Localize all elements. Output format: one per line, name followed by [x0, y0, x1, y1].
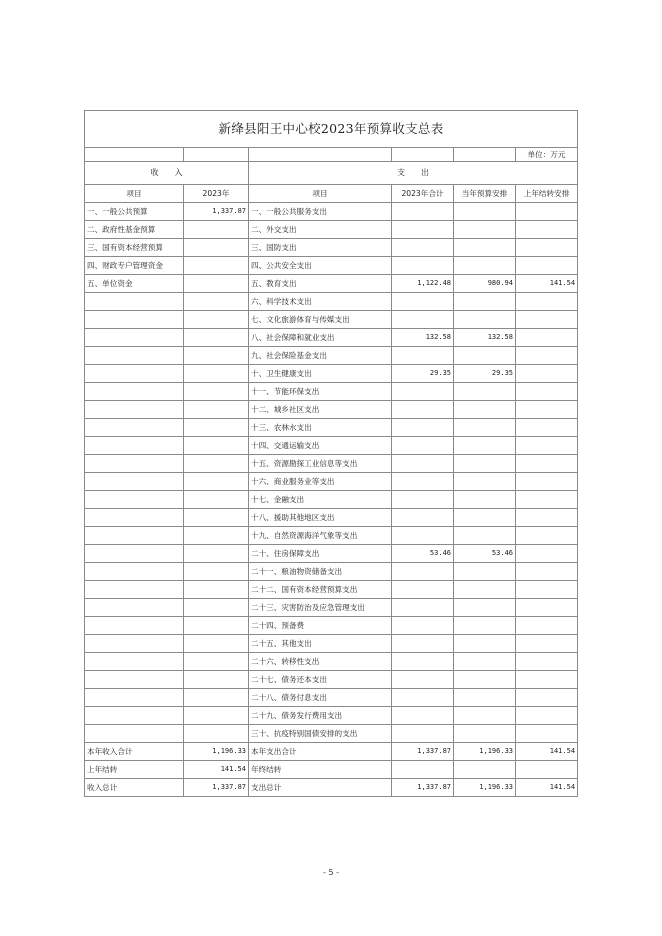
expense-item-cell: 年终结转	[249, 761, 392, 779]
col-header-income-item: 项目	[85, 185, 184, 203]
expense-item-cell: 十七、金融支出	[249, 491, 392, 509]
expense-item-cell: 二十七、债务还本支出	[249, 671, 392, 689]
current-year-cell: 1,196.33	[454, 743, 516, 761]
income-item-cell: 四、财政专户管理资金	[85, 257, 184, 275]
expense-item-cell: 十六、商业服务业等支出	[249, 473, 392, 491]
current-year-cell	[454, 689, 516, 707]
income-value-cell	[184, 419, 249, 437]
expense-total-cell	[392, 581, 454, 599]
expense-total-cell	[392, 221, 454, 239]
income-value-cell	[184, 401, 249, 419]
table-row	[85, 473, 578, 491]
table-row	[85, 437, 578, 455]
carryover-cell	[516, 329, 578, 347]
income-item-cell: 收入总计	[85, 779, 184, 797]
expense-item-cell: 三十、抗疫特别国债安排的支出	[249, 725, 392, 743]
carryover-cell	[516, 563, 578, 581]
carryover-cell	[516, 527, 578, 545]
carryover-cell	[516, 707, 578, 725]
income-item-cell: 五、单位资金	[85, 275, 184, 293]
current-year-cell	[454, 311, 516, 329]
income-value-cell	[184, 653, 249, 671]
income-item-cell: 一、一般公共预算	[85, 203, 184, 221]
income-item-cell	[85, 509, 184, 527]
income-value-cell	[184, 599, 249, 617]
carryover-cell	[516, 347, 578, 365]
income-value-cell	[184, 707, 249, 725]
expense-total-cell: 1,337.87	[392, 743, 454, 761]
current-year-cell	[454, 419, 516, 437]
table-row	[85, 257, 578, 275]
col-header-carryover: 上年结转安排	[516, 185, 578, 203]
income-value-cell	[184, 239, 249, 257]
current-year-cell	[454, 581, 516, 599]
table-row	[85, 725, 578, 743]
table-row	[85, 599, 578, 617]
expense-item-cell: 二十、住房保障支出	[249, 545, 392, 563]
income-value-cell	[184, 455, 249, 473]
income-section-header: 收 入	[85, 162, 249, 185]
expense-item-cell: 本年支出合计	[249, 743, 392, 761]
unit-spacer	[392, 148, 454, 162]
income-item-cell	[85, 689, 184, 707]
current-year-cell	[454, 491, 516, 509]
income-value-cell	[184, 329, 249, 347]
unit-spacer	[454, 148, 516, 162]
expense-item-cell: 十四、交通运输支出	[249, 437, 392, 455]
current-year-cell	[454, 383, 516, 401]
table-row	[85, 455, 578, 473]
expense-item-cell: 二十四、预备费	[249, 617, 392, 635]
expense-item-cell: 二十六、转移性支出	[249, 653, 392, 671]
current-year-cell: 1,196.33	[454, 779, 516, 797]
income-value-cell	[184, 257, 249, 275]
unit-spacer	[184, 148, 249, 162]
income-item-cell	[85, 473, 184, 491]
income-value-cell: 141.54	[184, 761, 249, 779]
income-item-cell	[85, 635, 184, 653]
current-year-cell: 29.35	[454, 365, 516, 383]
expense-total-cell	[392, 473, 454, 491]
current-year-cell	[454, 257, 516, 275]
carryover-cell	[516, 599, 578, 617]
expense-total-cell: 29.35	[392, 365, 454, 383]
current-year-cell	[454, 203, 516, 221]
income-item-cell	[85, 599, 184, 617]
expense-item-cell: 二十一、粮油物资储备支出	[249, 563, 392, 581]
income-item-cell: 二、政府性基金预算	[85, 221, 184, 239]
income-item-cell	[85, 311, 184, 329]
income-value-cell	[184, 689, 249, 707]
income-item-cell	[85, 293, 184, 311]
expense-item-cell: 二十八、债务付息支出	[249, 689, 392, 707]
carryover-cell	[516, 455, 578, 473]
table-row	[85, 275, 578, 293]
expense-item-cell: 十一、节能环保支出	[249, 383, 392, 401]
income-item-cell	[85, 437, 184, 455]
expense-total-cell: 1,122.48	[392, 275, 454, 293]
table-row	[85, 545, 578, 563]
table-row	[85, 239, 578, 257]
expense-total-cell	[392, 347, 454, 365]
table-row	[85, 761, 578, 779]
current-year-cell: 980.94	[454, 275, 516, 293]
income-value-cell	[184, 491, 249, 509]
expense-total-cell	[392, 401, 454, 419]
table-row	[85, 221, 578, 239]
carryover-cell	[516, 581, 578, 599]
expense-item-cell: 四、公共安全支出	[249, 257, 392, 275]
carryover-cell: 141.54	[516, 779, 578, 797]
income-item-cell: 上年结转	[85, 761, 184, 779]
expense-item-cell: 十二、城乡社区支出	[249, 401, 392, 419]
expense-total-cell	[392, 239, 454, 257]
expense-item-cell: 二十三、灾害防治及应急管理支出	[249, 599, 392, 617]
expense-item-cell: 十九、自然资源海洋气象等支出	[249, 527, 392, 545]
carryover-cell	[516, 221, 578, 239]
expense-total-cell	[392, 257, 454, 275]
carryover-cell	[516, 473, 578, 491]
expense-item-cell: 八、社会保障和就业支出	[249, 329, 392, 347]
current-year-cell: 53.46	[454, 545, 516, 563]
carryover-cell	[516, 293, 578, 311]
carryover-cell	[516, 257, 578, 275]
table-row	[85, 581, 578, 599]
expense-total-cell	[392, 509, 454, 527]
current-year-cell	[454, 401, 516, 419]
income-item-cell	[85, 365, 184, 383]
expense-total-cell: 1,337.87	[392, 779, 454, 797]
carryover-cell	[516, 401, 578, 419]
table-row	[85, 671, 578, 689]
expense-total-cell	[392, 383, 454, 401]
expense-item-cell: 三、国防支出	[249, 239, 392, 257]
income-value-cell	[184, 545, 249, 563]
income-item-cell	[85, 401, 184, 419]
col-header-income-2023: 2023年	[184, 185, 249, 203]
expense-total-cell	[392, 437, 454, 455]
current-year-cell	[454, 653, 516, 671]
expense-total-cell	[392, 617, 454, 635]
income-item-cell	[85, 725, 184, 743]
expense-total-cell: 132.58	[392, 329, 454, 347]
income-value-cell	[184, 221, 249, 239]
page-number: - 5 -	[323, 868, 339, 877]
income-item-cell	[85, 347, 184, 365]
expense-total-cell	[392, 203, 454, 221]
income-item-cell	[85, 581, 184, 599]
expense-total-cell	[392, 671, 454, 689]
carryover-cell	[516, 437, 578, 455]
table-row	[85, 707, 578, 725]
income-value-cell	[184, 725, 249, 743]
income-item-cell	[85, 671, 184, 689]
table-row	[85, 689, 578, 707]
current-year-cell	[454, 509, 516, 527]
expense-total-cell	[392, 761, 454, 779]
income-item-cell	[85, 563, 184, 581]
current-year-cell	[454, 707, 516, 725]
carryover-cell	[516, 689, 578, 707]
income-value-cell	[184, 365, 249, 383]
budget-sheet	[84, 110, 577, 797]
current-year-cell	[454, 473, 516, 491]
table-row	[85, 743, 578, 761]
table-row	[85, 311, 578, 329]
income-item-cell	[85, 491, 184, 509]
expense-total-cell	[392, 293, 454, 311]
income-item-cell	[85, 707, 184, 725]
current-year-cell	[454, 761, 516, 779]
carryover-cell: 141.54	[516, 275, 578, 293]
current-year-cell	[454, 563, 516, 581]
table-row	[85, 203, 578, 221]
current-year-cell	[454, 437, 516, 455]
carryover-cell	[516, 239, 578, 257]
expense-item-cell: 支出总计	[249, 779, 392, 797]
expense-item-cell: 九、社会保险基金支出	[249, 347, 392, 365]
table-row	[85, 653, 578, 671]
budget-table	[84, 110, 578, 797]
current-year-cell	[454, 347, 516, 365]
current-year-cell	[454, 221, 516, 239]
income-item-cell	[85, 653, 184, 671]
income-value-cell	[184, 311, 249, 329]
current-year-cell	[454, 527, 516, 545]
carryover-cell	[516, 311, 578, 329]
expense-total-cell	[392, 311, 454, 329]
carryover-cell	[516, 671, 578, 689]
income-value-cell	[184, 509, 249, 527]
income-value-cell	[184, 617, 249, 635]
expense-item-cell: 十三、农林水支出	[249, 419, 392, 437]
table-row	[85, 491, 578, 509]
income-value-cell	[184, 527, 249, 545]
expense-item-cell: 二十二、国有资本经营预算支出	[249, 581, 392, 599]
income-item-cell	[85, 419, 184, 437]
unit-label: 单位：万元	[516, 148, 578, 162]
table-row	[85, 365, 578, 383]
expense-item-cell: 七、文化旅游体育与传媒支出	[249, 311, 392, 329]
table-row	[85, 527, 578, 545]
income-value-cell	[184, 563, 249, 581]
expense-item-cell: 一、一般公共服务支出	[249, 203, 392, 221]
table-row	[85, 509, 578, 527]
expense-item-cell: 十五、资源勘探工业信息等支出	[249, 455, 392, 473]
expense-total-cell	[392, 599, 454, 617]
expense-total-cell	[392, 563, 454, 581]
income-item-cell	[85, 329, 184, 347]
table-row	[85, 635, 578, 653]
carryover-cell	[516, 509, 578, 527]
income-value-cell	[184, 437, 249, 455]
current-year-cell	[454, 635, 516, 653]
expense-item-cell: 十、卫生健康支出	[249, 365, 392, 383]
income-item-cell	[85, 383, 184, 401]
income-value-cell	[184, 473, 249, 491]
income-item-cell: 三、国有资本经营预算	[85, 239, 184, 257]
carryover-cell: 141.54	[516, 743, 578, 761]
expense-total-cell	[392, 725, 454, 743]
current-year-cell	[454, 671, 516, 689]
unit-spacer	[249, 148, 392, 162]
income-value-cell: 1,196.33	[184, 743, 249, 761]
carryover-cell	[516, 761, 578, 779]
col-header-current-year: 当年预算安排	[454, 185, 516, 203]
income-value-cell	[184, 275, 249, 293]
table-row	[85, 347, 578, 365]
income-value-cell	[184, 671, 249, 689]
income-item-cell	[85, 455, 184, 473]
current-year-cell	[454, 239, 516, 257]
expense-total-cell	[392, 635, 454, 653]
expense-item-cell: 十八、援助其他地区支出	[249, 509, 392, 527]
col-header-expense-item: 项目	[249, 185, 392, 203]
carryover-cell	[516, 545, 578, 563]
income-value-cell	[184, 293, 249, 311]
carryover-cell	[516, 725, 578, 743]
carryover-cell	[516, 653, 578, 671]
current-year-cell	[454, 725, 516, 743]
current-year-cell	[454, 599, 516, 617]
current-year-cell	[454, 617, 516, 635]
expense-total-cell	[392, 491, 454, 509]
table-row	[85, 563, 578, 581]
expense-total-cell	[392, 419, 454, 437]
income-value-cell	[184, 347, 249, 365]
income-item-cell: 本年收入合计	[85, 743, 184, 761]
carryover-cell	[516, 203, 578, 221]
current-year-cell: 132.58	[454, 329, 516, 347]
col-header-expense-total: 2023年合计	[392, 185, 454, 203]
table-row	[85, 329, 578, 347]
income-item-cell	[85, 545, 184, 563]
carryover-cell	[516, 365, 578, 383]
table-row	[85, 383, 578, 401]
expense-item-cell: 二十九、债务发行费用支出	[249, 707, 392, 725]
income-value-cell: 1,337.87	[184, 779, 249, 797]
carryover-cell	[516, 383, 578, 401]
income-value-cell: 1,337.87	[184, 203, 249, 221]
table-title: 新绛县阳王中心校2023年预算收支总表	[85, 111, 578, 148]
carryover-cell	[516, 419, 578, 437]
expense-total-cell: 53.46	[392, 545, 454, 563]
income-value-cell	[184, 383, 249, 401]
current-year-cell	[454, 455, 516, 473]
income-value-cell	[184, 581, 249, 599]
income-value-cell	[184, 635, 249, 653]
expense-total-cell	[392, 689, 454, 707]
expense-total-cell	[392, 707, 454, 725]
income-item-cell	[85, 617, 184, 635]
current-year-cell	[454, 293, 516, 311]
expense-total-cell	[392, 455, 454, 473]
expense-section-header: 支 出	[249, 162, 578, 185]
carryover-cell	[516, 617, 578, 635]
table-row	[85, 419, 578, 437]
expense-total-cell	[392, 653, 454, 671]
table-row	[85, 401, 578, 419]
expense-item-cell: 五、教育支出	[249, 275, 392, 293]
expense-total-cell	[392, 527, 454, 545]
carryover-cell	[516, 491, 578, 509]
table-row	[85, 617, 578, 635]
expense-item-cell: 二、外交支出	[249, 221, 392, 239]
carryover-cell	[516, 635, 578, 653]
income-item-cell	[85, 527, 184, 545]
unit-spacer	[85, 148, 184, 162]
table-row	[85, 779, 578, 797]
expense-item-cell: 六、科学技术支出	[249, 293, 392, 311]
table-row	[85, 293, 578, 311]
expense-item-cell: 二十五、其他支出	[249, 635, 392, 653]
